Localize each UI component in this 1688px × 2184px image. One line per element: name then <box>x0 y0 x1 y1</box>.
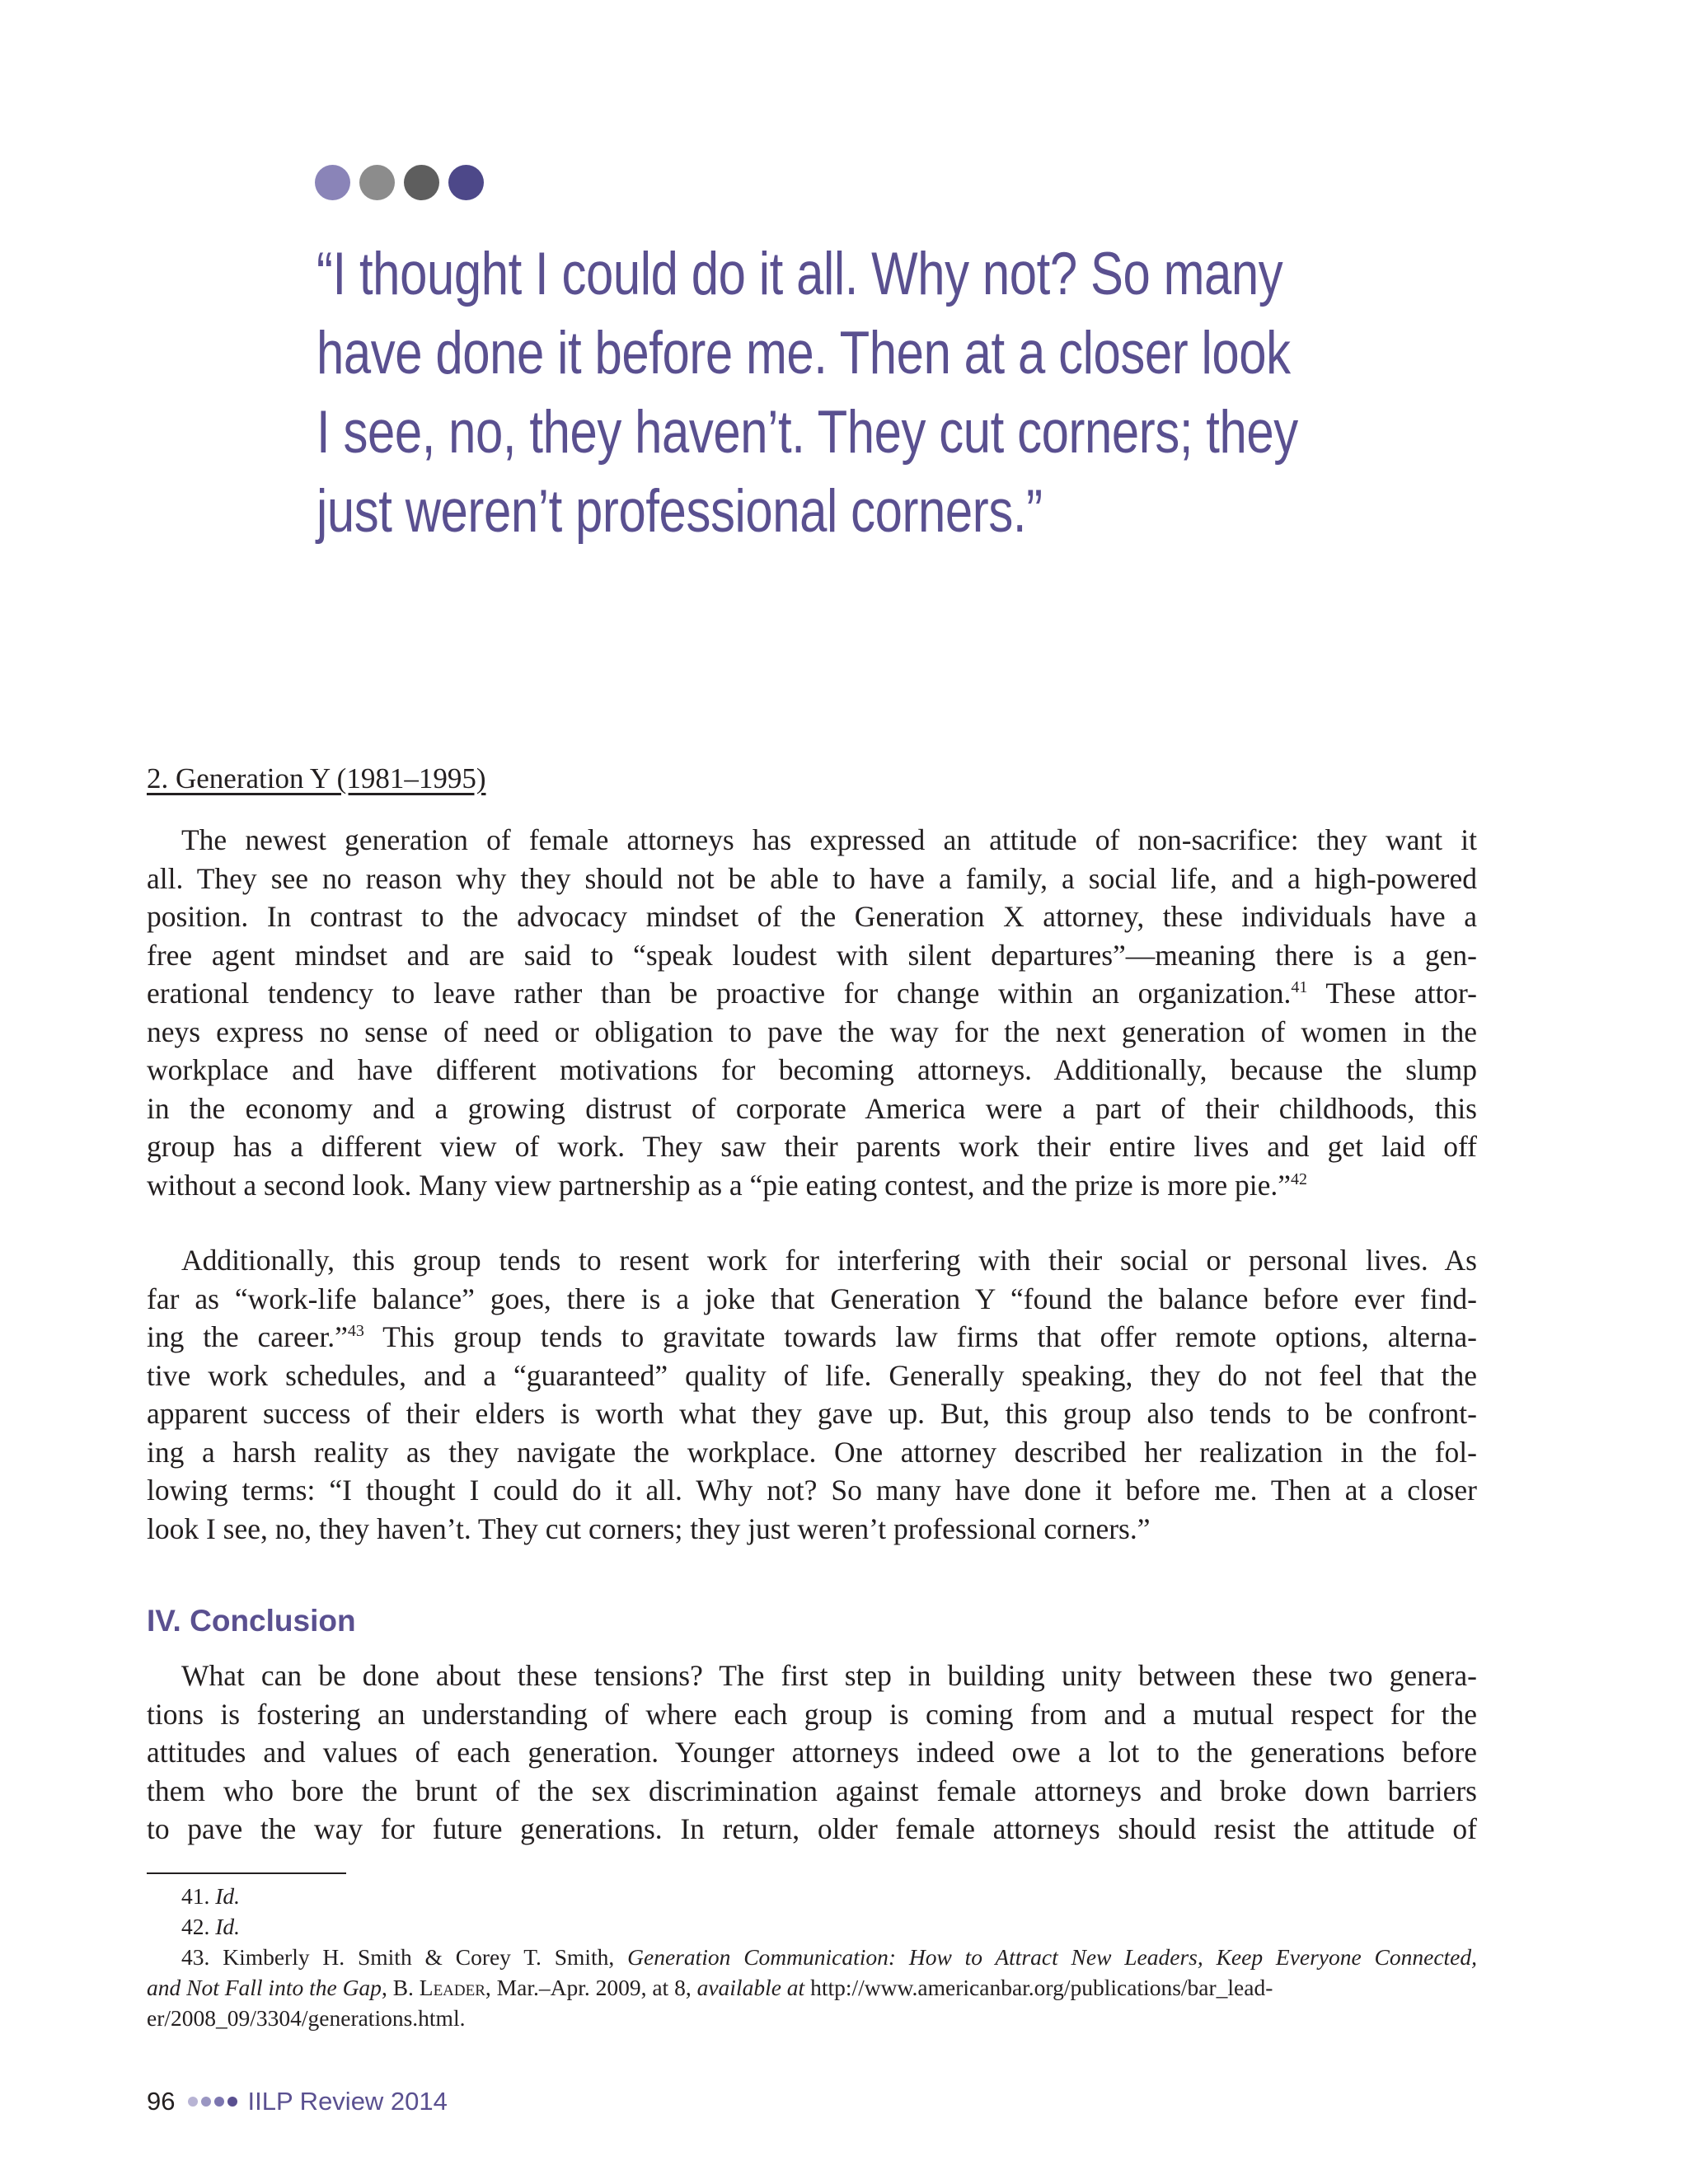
footnote-text: available at <box>696 1975 805 2000</box>
pull-quote-line: just weren’t professional corners.” <box>316 478 1043 545</box>
footnotes <box>147 1881 1477 2033</box>
footer-dot <box>201 2097 211 2107</box>
page-number: 96 <box>147 2087 176 2116</box>
footnote-text: , B. <box>381 1975 420 2000</box>
pull-quote-line: I see, no, they haven’t. They cut corners; they <box>316 399 1298 466</box>
text-line: Additionally, this group tends to resent work for interfering with their social or personal lives. As <box>181 1244 1477 1277</box>
pull-quote <box>316 235 1298 551</box>
footnote-authors: Kimberly H. Smith & Corey T. Smith, <box>223 1944 628 1970</box>
text-line: look I see, no, they haven’t. They cut corners; they just weren’t professional corners.” <box>147 1511 1151 1545</box>
text-line: tions is fostering an understanding of where each group is coming from and a mutual respect for the <box>147 1697 1477 1731</box>
text-line: lowing terms: “I thought I could do it all. Why not? So many have done it before me. Then at a closer <box>147 1474 1477 1507</box>
pull-quote-line: “I thought I could do it all. Why not? So many <box>316 241 1283 307</box>
footnote-divider <box>147 1872 346 1874</box>
body-paragraph <box>147 821 1477 1204</box>
body-paragraph <box>147 1241 1477 1548</box>
conclusion-paragraph <box>147 1657 1477 1849</box>
footer-dot <box>214 2097 224 2107</box>
footer-dots <box>188 2097 237 2107</box>
conclusion-heading: IV. Conclusion <box>147 1604 356 1638</box>
text-line: attitudes and values of each generation. Younger attorneys indeed owe a lot to the generations before <box>147 1736 1477 1769</box>
decorative-dot <box>315 165 350 200</box>
footnote-number: 43. <box>181 1944 210 1970</box>
text-line: These attor- <box>1307 977 1477 1010</box>
text-line: without a second look. Many view partnership as a “pie eating contest, and the prize is more pie.” <box>147 1168 1292 1202</box>
text-line: What can be done about these tensions? The first step in building unity between these two genera- <box>181 1659 1477 1692</box>
decorative-dots <box>315 165 484 200</box>
decorative-dot <box>448 165 484 200</box>
text-line: in the economy and a growing distrust of corporate America were a part of their childhoods, this <box>147 1091 1477 1125</box>
text-line: all. They see no reason why they should not be able to have a family, a social life, and a high-powered <box>147 861 1477 895</box>
section-subheading: 2. Generation Y (1981–1995) <box>147 762 486 794</box>
text-line: tive work schedules, and a “guaranteed” quality of life. Generally speaking, they do not feel that the <box>147 1358 1477 1392</box>
footnote-43-continued <box>147 2003 1477 2033</box>
footnote-ref[interactable]: 42 <box>1291 1169 1308 1188</box>
publication-name: IILP Review 2014 <box>247 2087 448 2116</box>
text-line: The newest generation of female attorneys has expressed an attitude of non-sacrifice: they want it <box>181 823 1477 856</box>
text-line: workplace and have different motivations for becoming attorneys. Additionally, because the slump <box>147 1053 1477 1086</box>
page-footer <box>147 2087 448 2116</box>
footnote-text: Id. <box>215 1883 241 1909</box>
footnote-number: 41. <box>181 1883 210 1909</box>
footer-dot <box>227 2097 237 2107</box>
text-line: position. In contrast to the advocacy mindset of the Generation X attorney, these individuals have a <box>147 900 1477 933</box>
footnote-text: , Mar.–Apr. 2009, at 8, <box>485 1975 697 2000</box>
footnote-number: 42. <box>181 1914 210 1939</box>
footnote-title: and Not Fall into the Gap <box>147 1975 382 2000</box>
footnote-43 <box>147 1942 1477 1972</box>
footnote-41 <box>147 1881 1477 1911</box>
decorative-dot <box>404 165 439 200</box>
pull-quote-line: have done it before me. Then at a closer look <box>316 320 1291 387</box>
text-line: to pave the way for future generations. In return, older female attorneys should resist the attitude of <box>147 1812 1477 1845</box>
footnote-url[interactable]: er/2008_09/3304/generations.html. <box>147 2005 466 2031</box>
footnote-text: Id. <box>215 1914 241 1939</box>
footnote-42 <box>147 1911 1477 1942</box>
text-line: group has a different view of work. They saw their parents work their entire lives and get laid off <box>147 1130 1477 1163</box>
text-line: them who bore the brunt of the sex discrimination against female attorneys and broke down barriers <box>147 1774 1477 1807</box>
footnote-url[interactable]: http://www.americanbar.org/publications/bar_lead- <box>804 1975 1273 2000</box>
footer-dot <box>188 2097 198 2107</box>
footnote-publication: Leader <box>419 1975 485 2000</box>
decorative-dot <box>359 165 395 200</box>
text-line: apparent success of their elders is worth what they gave up. But, this group also tends to be confront- <box>147 1397 1477 1430</box>
text-line: free agent mindset and are said to “speak loudest with silent departures”—meaning there is a gen- <box>147 938 1477 972</box>
footnote-title: Generation Communication: How to Attract New Leaders, Keep Everyone Connected, <box>627 1944 1478 1970</box>
text-line: ing a harsh reality as they navigate the workplace. One attorney described her realization in the fol- <box>147 1435 1477 1469</box>
footnote-ref[interactable]: 41 <box>1291 978 1308 996</box>
text-line: neys express no sense of need or obligation to pave the way for the next generation of women in the <box>147 1015 1477 1048</box>
footnote-ref[interactable]: 43 <box>347 1322 364 1340</box>
footnote-43-continued <box>147 1972 1477 2003</box>
text-line: ing the career.” <box>147 1320 348 1353</box>
text-line: This group tends to gravitate towards law firms that offer remote options, alterna- <box>363 1320 1477 1353</box>
text-line: erational tendency to leave rather than be proactive for change within an organization. <box>147 977 1292 1010</box>
text-line: far as “work-life balance” goes, there is a joke that Generation Y “found the balance before ever find- <box>147 1282 1477 1315</box>
